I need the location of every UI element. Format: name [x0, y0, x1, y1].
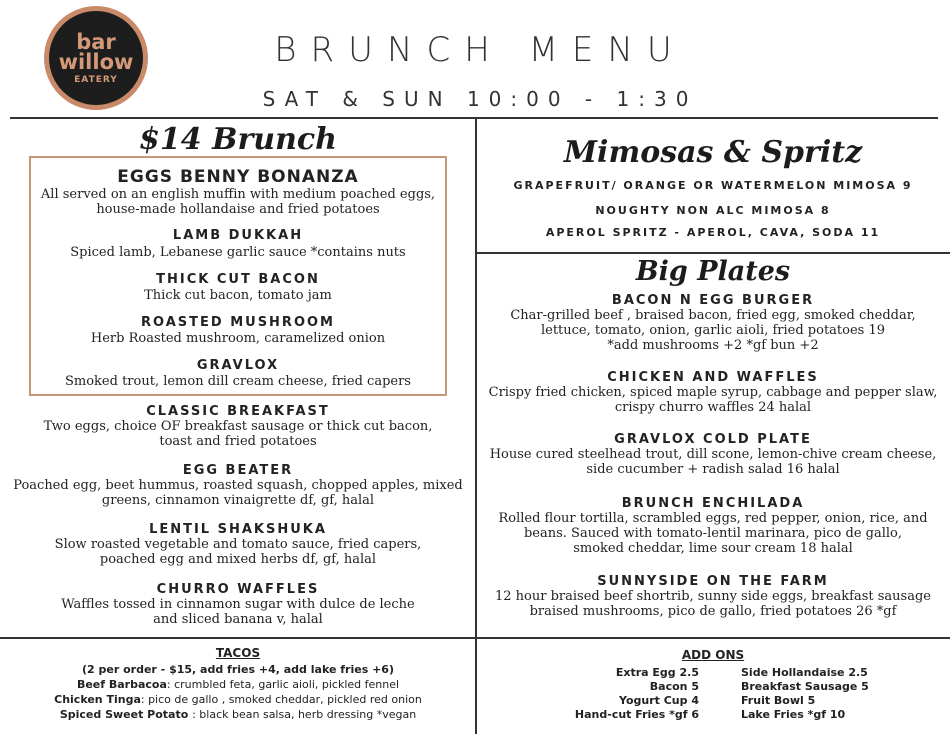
item-title: SUNNYSIDE ON THE FARM [597, 574, 829, 589]
item-title: GRAVLOX [196, 358, 280, 373]
logo-text-bar: bar [76, 29, 116, 54]
menu-item [20, 228, 456, 260]
item-desc: lettuce, tomato, onion, garlic aioli, fried potatoes 19 [540, 323, 886, 338]
item-title: EGG BEATER [182, 463, 294, 478]
menu-item [476, 370, 950, 415]
drink-item: NOUGHTY NON ALC MIMOSA 8 [595, 204, 831, 217]
addons-title: ADD ONS [681, 648, 745, 662]
page-title: BRUNCH MENU [274, 30, 686, 70]
addon-item: Side Hollandaise 2.5 [741, 666, 868, 679]
item-title: CHICKEN AND WAFFLES [607, 370, 819, 385]
hours: SAT & SUN 10:00 - 1:30 [262, 87, 698, 111]
item-desc: Slow roasted vegetable and tomato sauce, fried capers, [54, 537, 422, 552]
addon-item: Breakfast Sausage 5 [741, 680, 869, 693]
addon-item: Fruit Bowl 5 [741, 694, 816, 707]
footer-divider [0, 637, 950, 639]
menu-item [476, 574, 950, 619]
big-plates-section-title: Big Plates [635, 256, 791, 287]
item-desc: 12 hour braised beef shortrib, sunny side eggs, breakfast sausage [495, 589, 931, 604]
taco-desc: : black bean salsa, herb dressing *vegan [192, 708, 417, 721]
menu-item [20, 272, 456, 303]
item-title: BRUNCH ENCHILADA [621, 496, 805, 511]
taco-item [0, 707, 476, 722]
menu-item [476, 432, 950, 477]
menu-item [476, 293, 950, 353]
item-desc: and sliced banana v, halal [153, 612, 323, 627]
item-desc: Herb Roasted mushroom, caramelized onion [90, 331, 386, 346]
tacos-info: (2 per order - $15, add fries +4, add lake fries +6) [82, 663, 394, 676]
item-title: CLASSIC BREAKFAST [146, 404, 330, 419]
addon-item: Bacon 5 [649, 680, 699, 693]
item-desc: Rolled flour tortilla, scrambled eggs, red pepper, onion, rice, and [498, 511, 928, 526]
taco-item [0, 692, 476, 707]
item-desc: Waffles tossed in cinnamon sugar with dulce de leche [61, 597, 415, 612]
item-title: EGGS BENNY BONANZA [117, 167, 359, 187]
menu-item [0, 582, 476, 627]
item-desc: Poached egg, beet hummus, roasted squash, chopped apples, mixed [13, 478, 463, 493]
eggs-benny-section [20, 167, 456, 217]
addon-item: Extra Egg 2.5 [615, 666, 699, 679]
item-title: LENTIL SHAKSHUKA [149, 522, 327, 537]
item-desc: braised mushrooms, pico de gallo, fried potatoes 26 *gf [529, 604, 897, 619]
menu-item [20, 315, 456, 346]
drinks-divider [476, 252, 950, 254]
logo-badge [49, 11, 143, 105]
item-title: THICK CUT BACON [156, 272, 320, 287]
item-desc: beans. Sauced with tomato-lentil marinara, pico de gallo, [523, 526, 903, 541]
item-desc: All served on an english muffin with medium poached eggs, [40, 187, 436, 202]
item-desc: Char-grilled beef , braised bacon, fried egg, smoked cheddar, [510, 308, 916, 323]
addon-item: Hand-cut Fries *gf 6 [574, 708, 699, 721]
tacos-title: TACOS [215, 646, 261, 660]
taco-name: Spiced Sweet Potato [59, 708, 193, 721]
addon-item: Yogurt Cup 4 [619, 694, 699, 707]
menu-item [476, 496, 950, 556]
drink-item: GRAPEFRUIT/ ORANGE OR WATERMELON MIMOSA 9 [513, 179, 913, 192]
item-desc: smoked cheddar, lime sour cream 18 halal [573, 541, 853, 556]
addon-item: Lake Fries *gf 10 [741, 708, 846, 721]
item-title: GRAVLOX COLD PLATE [614, 432, 812, 447]
item-desc: House cured steelhead trout, dill scone, lemon-chive cream cheese, [489, 447, 937, 462]
item-desc: Crispy fried chicken, spiced maple syrup, cabbage and pepper slaw, [488, 385, 938, 400]
taco-desc: : crumbled feta, garlic aioli, pickled fennel [166, 678, 400, 691]
logo-text-willow: willow [58, 49, 134, 74]
item-desc: house-made hollandaise and fried potatoes [96, 202, 380, 217]
item-desc: Two eggs, choice OF breakfast sausage or thick cut bacon, [43, 419, 433, 434]
drink-item: APEROL SPRITZ - APEROL, CAVA, SODA 11 [545, 226, 881, 239]
item-desc: toast and fried potatoes [159, 434, 317, 449]
taco-name: Chicken Tinga [54, 693, 141, 706]
tacos-section [0, 646, 476, 722]
taco-desc: : pico de gallo , smoked cheddar, pickled red onion [140, 693, 422, 706]
item-desc: Smoked trout, lemon dill cream cheese, fried capers [65, 374, 411, 389]
brunch-section-title: $14 Brunch [139, 122, 337, 157]
taco-name: Beef Barbacoa [76, 678, 167, 691]
logo [44, 6, 148, 110]
menu-item [20, 358, 456, 389]
header-divider [10, 117, 938, 119]
item-desc: Thick cut bacon, tomato jam [144, 288, 332, 303]
item-desc: Spiced lamb, Lebanese garlic sauce *contains nuts [70, 245, 406, 260]
item-title: CHURRO WAFFLES [156, 582, 320, 597]
item-desc: *add mushrooms +2 *gf bun +2 [607, 338, 819, 353]
item-desc: greens, cinnamon vinaigrette df, gf, halal [101, 493, 375, 508]
taco-item [0, 677, 476, 692]
drinks-section-title: Mimosas & Spritz [563, 135, 863, 170]
menu-item [0, 522, 476, 567]
menu-item [0, 463, 476, 508]
logo-text-eatery: EATERY [74, 74, 118, 85]
item-title: BACON N EGG BURGER [611, 293, 815, 308]
item-desc: side cucumber + radish salad 16 halal [586, 462, 840, 477]
item-desc: poached egg and mixed herbs df, gf, halal [99, 552, 377, 567]
item-title: ROASTED MUSHROOM [141, 315, 335, 330]
menu-item [0, 404, 476, 449]
item-title: LAMB DUKKAH [172, 228, 304, 243]
item-desc: crispy churro waffles 24 halal [614, 400, 812, 415]
